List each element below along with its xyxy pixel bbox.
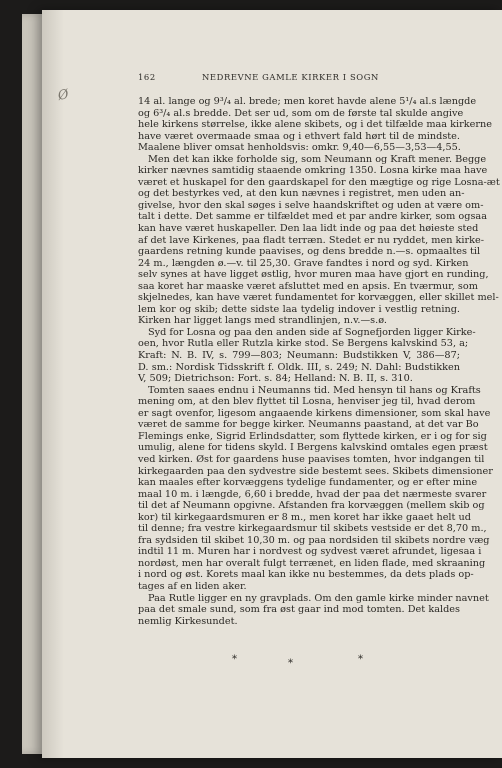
text-line: Kirken har ligget langs med strandlinjen, n.v.—s.ø. xyxy=(138,315,387,327)
text-line: saa koret har maaske været afsluttet med en apsis. En tværmur, som xyxy=(138,280,478,292)
text-line: kor) til kirkegaardsmuren er 8 m., men koret har ikke gaaet helt ud xyxy=(138,511,471,523)
text-line: lem kor og skib; dette sidste laa tydelig indover i vestlig retning. xyxy=(138,303,460,315)
text-line: af det lave Kirkenes, paa fladt terræn. Stedet er nu ryddet, men kirke- xyxy=(138,234,484,246)
body-text xyxy=(138,96,500,627)
text-line: givelse, hvor den skal søges i selve haandskriftet og uden at være om- xyxy=(138,199,484,211)
text-line: Flemings enke, Sigrid Erlindsdatter, som flyttede kirken, er i og for sig xyxy=(138,430,487,442)
text-line: været de samme for begge kirker. Neumanns paastand, at det var Bo xyxy=(138,419,479,431)
text-line: og 6³/₄ al.s bredde. Det ser ud, som om de første tal skulde angive xyxy=(138,107,464,119)
text-line: mening om, at den blev flyttet til Losna, henviser jeg til, hvad derom xyxy=(138,396,476,408)
text-line: tages af en liden aker. xyxy=(138,580,247,592)
text-line: maal 10 m. i længde, 6,60 i bredde, hvad der paa det nærmeste svarer xyxy=(138,488,487,500)
text-line: 14 al. lange og 9³/₄ al. brede; men koret havde alene 5¹/₄ al.s længde xyxy=(138,96,477,107)
text-line: indtil 11 m. Muren har i nordvest og sydvest været afrundet, ligesaa i xyxy=(138,546,482,558)
section-divider-stars xyxy=(138,654,450,668)
text-line: Maalene bliver omsat henholdsvis: omkr. 9,40—6,55—3,53—4,55. xyxy=(138,142,461,154)
text-line: kirker nævnes samtidig staaende omkring 1350. Losna kirke maa have xyxy=(138,165,488,177)
divider-star: * xyxy=(358,654,363,665)
text-line: umulig, alene for tidens skyld. I Bergens kalvskind omtales egen præst xyxy=(138,442,488,454)
text-line: Tomten saaes endnu i Neumanns tid. Med hensyn til hans og Krafts xyxy=(148,384,481,396)
text-line: V, 509; Dietrichson: Fort. s. 84; Helland: N. B. II, s. 310. xyxy=(138,373,413,385)
text-line: været et huskapel for den gaardskapel for den mægtige og rige Losna-æt xyxy=(138,176,500,188)
text-line: 24 m., længden ø.—v. til 25,30. Grave fandtes i nord og syd. Kirken xyxy=(138,257,469,269)
page-gutter-shadow xyxy=(42,10,64,758)
text-line: oen, hvor Rutla eller Rutzla kirke stod. Se Bergens kalvskind 53, a; xyxy=(138,338,469,350)
text-line: Men det kan ikke forholde sig, som Neumann og Kraft mener. Begge xyxy=(148,153,487,165)
text-line: i nord og øst. Korets maal kan ikke nu bestemmes, da dets plads op- xyxy=(138,569,474,581)
text-line: Paa Rutle ligger en ny gravplads. Om den gamle kirke minder navnet xyxy=(148,592,489,604)
text-line: talt i dette. Det samme er tilfældet med et par andre kirker, som ogsaa xyxy=(138,211,487,223)
text-line: kan maales efter korvæggens tydelige fundamenter, og er efter mine xyxy=(138,477,478,489)
text-line: skjelnedes, kan have været fundamentet for korvæggen, eller skillet mel- xyxy=(138,292,499,304)
pencil-margin-note: Ø xyxy=(56,87,71,104)
text-line: til det af Neumann opgivne. Afstanden fra korvæggen (mellem skib og xyxy=(138,500,485,512)
text-line: D. sm.: Nordisk Tidsskrift f. Oldk. III, s. 249; N. Dahl: Budstikken xyxy=(138,361,460,373)
text-line: ved kirken. Øst for gaardens huse paavises tomten, hvor indgangen til xyxy=(138,453,485,465)
text-line: fra sydsiden til skibet 10,30 m. og paa nordsiden til skibets nordre væg xyxy=(138,534,490,546)
text-line: kirkegaarden paa den sydvestre side bestemt sees. Skibets dimensioner xyxy=(138,465,493,477)
text-line: er sagt ovenfor, ligesom angaaende kirkens dimensioner, som skal have xyxy=(138,407,491,419)
page-number: 162 xyxy=(138,72,156,82)
text-line: paa det smale sund, som fra øst gaar ind mod tomten. Det kaldes xyxy=(138,604,460,616)
page-header xyxy=(138,72,450,84)
text-line: nordøst, men har overalt fulgt terrænet, en liden flade, med skraaning xyxy=(138,557,486,569)
text-line: Kraft: N. B. IV, s. 799—803; Neumann: Budstikken V, 386—87; xyxy=(138,350,460,362)
divider-star: * xyxy=(288,658,293,669)
divider-star: * xyxy=(232,654,237,665)
text-line: kan have været huskapeller. Den laa lidt inde og paa det høieste sted xyxy=(138,223,479,235)
text-line: gaardens retning kunde paavises, og dens bredde n.—s. opmaaltes til xyxy=(138,246,481,258)
text-line: Syd for Losna og paa den anden side af Sognefjorden ligger Kirke- xyxy=(148,326,476,338)
text-line: have været overmaade smaa og i ethvert fald hørt til de mindste. xyxy=(138,130,460,142)
text-line: nemlig Kirkesundet. xyxy=(138,615,238,627)
text-line: selv synes at have ligget østlig, hvor muren maa have gjort en runding, xyxy=(138,269,489,281)
text-line: og det bestyrkes ved, at den kun nævnes i registret, men uden an- xyxy=(138,188,465,200)
text-line: til denne; fra vestre kirkegaardsmur til skibets vestside er det 8,70 m., xyxy=(138,523,487,535)
running-title: NEDREVNE GAMLE KIRKER I SOGN xyxy=(202,72,379,82)
text-line: hele kirkens størrelse, ikke alene skibets, og i det tilfælde maa kirkerne xyxy=(138,119,492,131)
